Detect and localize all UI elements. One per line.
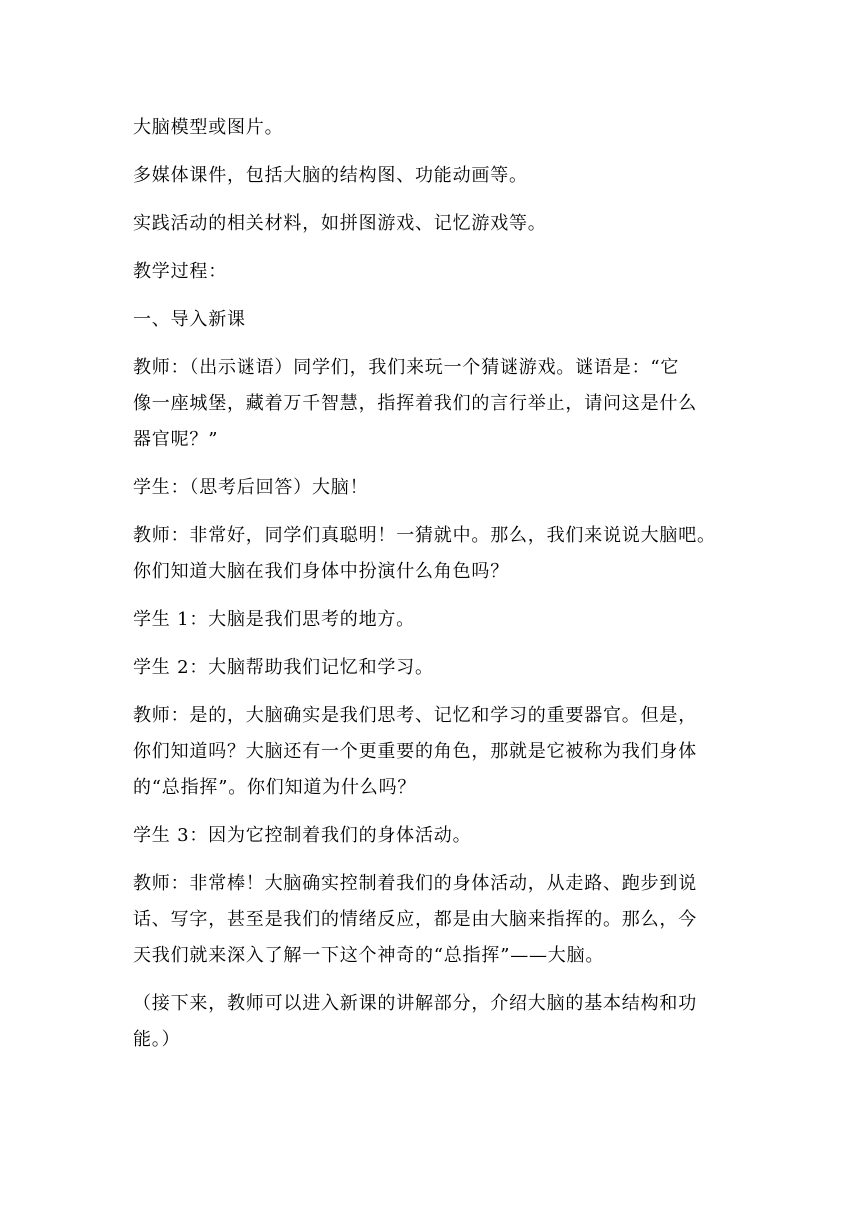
text-line: 的“总指挥”。你们知道为什么吗？ — [133, 777, 417, 798]
text-line: 教师：非常好，同学们真聪明！一猜就中。那么，我们来说说大脑吧。 — [133, 525, 716, 546]
text-line: 学生 3：因为它控制着我们的身体活动。 — [133, 825, 472, 846]
text-line: 教学过程： — [133, 261, 227, 282]
text-line: 学生 2：大脑帮助我们记忆和学习。 — [133, 657, 434, 678]
text-line: 能。） — [133, 1029, 181, 1050]
document-body — [133, 110, 733, 1058]
text-line: 学生 1：大脑是我们思考的地方。 — [133, 609, 415, 630]
text-line: 教师：（出示谜语）同学们，我们来玩一个猜谜游戏。谜语是：“它 — [133, 357, 680, 378]
text-line: 天我们就来深入了解一下这个神奇的“总指挥”——大脑。 — [133, 945, 605, 966]
text-line: 一、导入新课 — [133, 309, 246, 330]
text-line: 多媒体课件，包括大脑的结构图、功能动画等。 — [133, 165, 528, 186]
text-line: 大脑模型或图片。 — [133, 117, 284, 138]
text-line: 你们知道大脑在我们身体中扮演什么角色吗？ — [133, 561, 509, 582]
text-line: 你们知道吗？大脑还有一个更重要的角色，那就是它被称为我们身体 — [133, 741, 697, 762]
text-line: 像一座城堡，藏着万千智慧，指挥着我们的言行举止，请问这是什么 — [133, 393, 697, 414]
text-line: 话、写字，甚至是我们的情绪反应，都是由大脑来指挥的。那么，今 — [133, 909, 697, 930]
text-line: 教师：是的，大脑确实是我们思考、记忆和学习的重要器官。但是， — [133, 705, 697, 726]
text-line: 教师：非常棒！大脑确实控制着我们的身体活动，从走路、跑步到说 — [133, 873, 697, 894]
text-line: 实践活动的相关材料，如拼图游戏、记忆游戏等。 — [133, 213, 547, 234]
text-line: （接下来，教师可以进入新课的讲解部分，介绍大脑的基本结构和功 — [133, 993, 697, 1014]
text-line: 器官呢？” — [133, 429, 219, 450]
text-line: 学生：（思考后回答）大脑！ — [133, 477, 369, 498]
